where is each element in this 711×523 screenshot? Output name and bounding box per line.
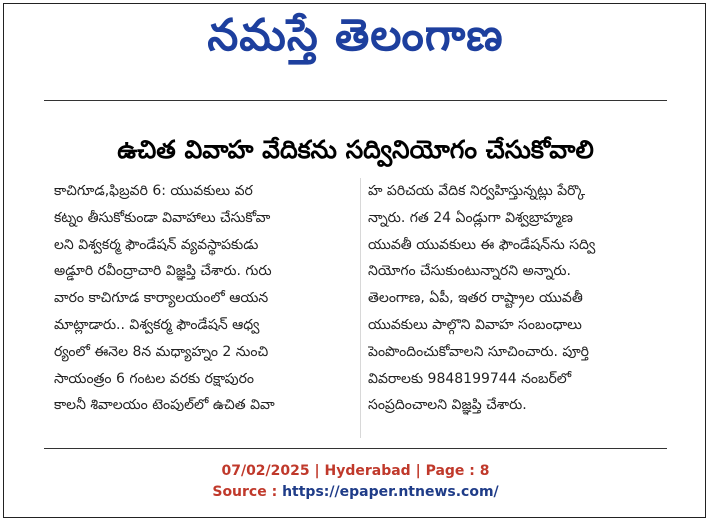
body-line: మాట్లాడారు.. విశ్వకర్మ ఫౌండేషన్ ఆధ్వ [54,316,260,333]
separator: | [410,463,426,479]
bottom-divider [44,448,667,449]
source-link[interactable]: https://epaper.ntnews.com/ [282,484,499,500]
article-column-right [368,178,673,438]
body-line: వారం కాచిగూడ కార్యాలయంలో ఆయన [54,290,269,307]
body-line: అడ్డూరి రవీంద్రాచారి విజ్ఞప్తి చేశారు. గురు [54,263,272,280]
body-line: పెంపొందించుకోవాలని సూచించారు. పూర్తి [368,343,589,360]
body-line: తెలంగాణ, ఏపీ, ఇతర రాష్ట్రాల యువతీ [368,290,583,307]
body-line: నియోగం చేసుకుంటున్నారని అన్నారు. [368,263,571,280]
body-line: న్నారు. గత 24 ఏండ్లుగా విశ్వబ్రాహ్మణ [368,209,573,226]
masthead-title: నమస్తే తెలంగాణ [207,10,504,61]
publication-date: 07/02/2025 [221,463,310,479]
body-line: యువకులు పాల్గొని వివాహ సంబంధాలు [368,316,582,333]
article-headline [0,126,711,174]
publication-info [0,463,711,479]
body-line: కాలనీ శివాలయం టెంపుల్‌లో ఉచిత వివా [54,397,275,414]
page-number: Page : 8 [425,463,490,479]
body-line: సాయంత్రం 6 గంటల వరకు రక్షాపురం [54,370,255,387]
body-line: హ పరిచయ వేదిక నిర్వహిస్తున్నట్లు పేర్కొ [368,183,586,199]
headline-text: ఉచిత వివాహ వేదికను సద్వినియోగం చేసుకోవాలి [117,135,594,164]
separator: | [309,463,325,479]
body-line: వివరాలకు 9848199744 నంబర్‌లో [368,370,572,387]
publication-city: Hyderabad [324,463,411,479]
body-line: కట్నం తీసుకోకుండా వివాహాలు చేసుకోవా [54,209,271,226]
body-line: కాచిగూడ,ఫిబ్రవరి 6: యువకులు వర [54,183,253,199]
source-info [0,484,711,500]
body-line: సంప్రదించాలని విజ్ఞప్తి చేశారు. [368,397,527,414]
body-line: ర్యంలో ఈనెల 8న మధ్యాహ్నం 2 నుంచి [54,343,269,360]
top-divider [44,100,667,101]
source-label: Source : [212,484,278,500]
body-line: యువతీ యువకులు ఈ ఫౌండేషన్‌ను సద్వి [368,236,596,253]
column-divider [360,178,361,438]
body-line: లని విశ్వకర్మ ఫౌండేషన్ వ్యవస్థాపకుడు [54,236,259,253]
article-column-left [54,178,354,438]
newspaper-masthead [0,6,711,66]
